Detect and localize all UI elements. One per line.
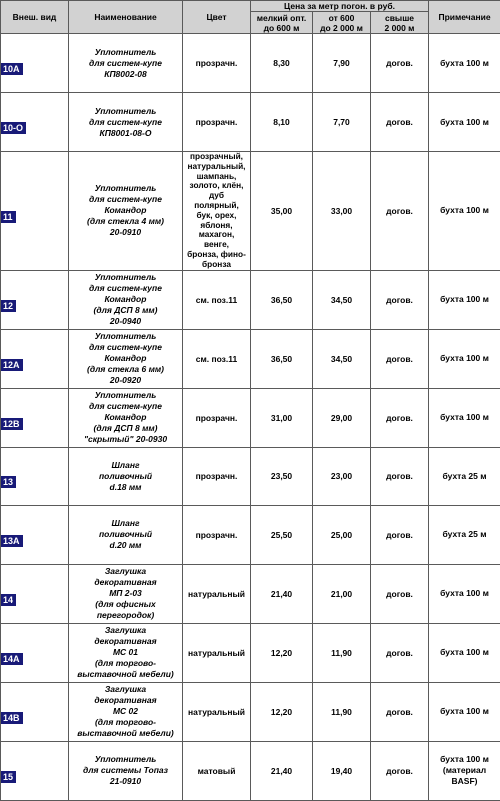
table-row xyxy=(1,152,500,271)
position-code: 12A xyxy=(1,359,23,371)
position-code: 14B xyxy=(1,712,23,724)
price-mid-wholesale: 25,00 xyxy=(313,505,371,564)
price-mid-wholesale: 11,90 xyxy=(313,623,371,682)
price-big-wholesale: догов. xyxy=(371,388,429,447)
table-row xyxy=(1,623,500,682)
price-big-wholesale: догов. xyxy=(371,270,429,329)
product-note: бухта 100 м (материал BASF) xyxy=(429,741,500,800)
price-mid-wholesale: 33,00 xyxy=(313,152,371,271)
product-note: бухта 100 м xyxy=(429,388,500,447)
position-code: 10A xyxy=(1,63,23,75)
table-row xyxy=(1,270,500,329)
product-image-cell xyxy=(1,682,69,741)
price-big-wholesale: догов. xyxy=(371,682,429,741)
position-code: 12 xyxy=(1,300,16,312)
price-big-wholesale: догов. xyxy=(371,623,429,682)
header-name: Наименование xyxy=(69,1,183,34)
product-note: бухта 100 м xyxy=(429,270,500,329)
product-image-cell xyxy=(1,564,69,623)
product-name: Заглушка декоративная МС 02 (для торгово- выставочной мебели) xyxy=(69,682,183,741)
position-code: 11 xyxy=(1,211,16,223)
price-small-wholesale: 8,30 xyxy=(251,34,313,93)
price-table-body xyxy=(1,34,500,801)
header-note: Примечание xyxy=(429,1,500,34)
product-note: бухта 25 м xyxy=(429,447,500,505)
price-mid-wholesale: 7,90 xyxy=(313,34,371,93)
product-image-cell xyxy=(1,741,69,800)
product-name: Шланг поливочный d.20 мм xyxy=(69,505,183,564)
price-big-wholesale: догов. xyxy=(371,93,429,152)
product-note: бухта 100 м xyxy=(429,152,500,271)
position-code: 15 xyxy=(1,771,16,783)
header-color: Цвет xyxy=(183,1,251,34)
header-price: Цена за метр погон. в руб. xyxy=(251,1,429,12)
product-note: бухта 100 м xyxy=(429,623,500,682)
price-small-wholesale: 31,00 xyxy=(251,388,313,447)
position-code: 14 xyxy=(1,594,16,606)
product-color: см. поз.11 xyxy=(183,329,251,388)
product-name: Заглушка декоративная МП 2-03 (для офисных перегородок) xyxy=(69,564,183,623)
product-image-cell xyxy=(1,388,69,447)
product-color: натуральный xyxy=(183,623,251,682)
product-image-cell xyxy=(1,329,69,388)
product-color: прозрачн. xyxy=(183,34,251,93)
price-big-wholesale: догов. xyxy=(371,447,429,505)
price-small-wholesale: 21,40 xyxy=(251,741,313,800)
product-color: матовый xyxy=(183,741,251,800)
price-small-wholesale: 8,10 xyxy=(251,93,313,152)
product-color: прозрачный, натуральный, шампань, золото, клён, дуб полярный, бук, орех, яблоня, махагон, венге, бронза, фино- бронза xyxy=(183,152,251,271)
price-mid-wholesale: 21,00 xyxy=(313,564,371,623)
table-row xyxy=(1,329,500,388)
table-row xyxy=(1,682,500,741)
price-mid-wholesale: 34,50 xyxy=(313,270,371,329)
price-mid-wholesale: 11,90 xyxy=(313,682,371,741)
product-name: Уплотнитель для систем-купе Командор (для ДСП 8 мм) "скрытый" 20-0930 xyxy=(69,388,183,447)
position-code: 13 xyxy=(1,476,16,488)
price-small-wholesale: 35,00 xyxy=(251,152,313,271)
product-name: Уплотнитель для систем-купе КП8001-08-О xyxy=(69,93,183,152)
header-view: Внеш. вид xyxy=(1,1,69,34)
product-name: Уплотнитель для систем-купе КП8002-08 xyxy=(69,34,183,93)
table-row xyxy=(1,505,500,564)
product-name: Уплотнитель для систем-купе Командор (для стекла 4 мм) 20-0910 xyxy=(69,152,183,271)
position-code: 14A xyxy=(1,653,23,665)
table-row xyxy=(1,741,500,800)
position-code: 12B xyxy=(1,418,23,430)
product-image-cell xyxy=(1,270,69,329)
product-image-cell xyxy=(1,152,69,271)
price-small-wholesale: 25,50 xyxy=(251,505,313,564)
product-name: Шланг поливочный d.18 мм xyxy=(69,447,183,505)
price-big-wholesale: догов. xyxy=(371,329,429,388)
price-small-wholesale: 36,50 xyxy=(251,329,313,388)
price-mid-wholesale: 29,00 xyxy=(313,388,371,447)
header-small-wholesale: мелкий опт. до 600 м xyxy=(251,12,313,34)
price-small-wholesale: 36,50 xyxy=(251,270,313,329)
product-image-cell xyxy=(1,623,69,682)
position-code: 13A xyxy=(1,535,23,547)
table-row xyxy=(1,447,500,505)
position-code: 10-O xyxy=(1,122,26,134)
table-row xyxy=(1,34,500,93)
product-note: бухта 100 м xyxy=(429,93,500,152)
product-color: прозрачн. xyxy=(183,505,251,564)
header-big-wholesale: свыше 2 000 м xyxy=(371,12,429,34)
product-image-cell xyxy=(1,34,69,93)
product-note: бухта 100 м xyxy=(429,329,500,388)
table-row xyxy=(1,564,500,623)
product-color: натуральный xyxy=(183,682,251,741)
product-note: бухта 100 м xyxy=(429,682,500,741)
price-small-wholesale: 12,20 xyxy=(251,623,313,682)
product-name: Уплотнитель для систем-купе Командор (для ДСП 8 мм) 20-0940 xyxy=(69,270,183,329)
price-big-wholesale: догов. xyxy=(371,152,429,271)
product-color: прозрачн. xyxy=(183,388,251,447)
product-color: натуральный xyxy=(183,564,251,623)
price-big-wholesale: догов. xyxy=(371,564,429,623)
table-row xyxy=(1,388,500,447)
price-big-wholesale: догов. xyxy=(371,34,429,93)
price-big-wholesale: догов. xyxy=(371,741,429,800)
product-name: Заглушка декоративная МС 01 (для торгово- выставочной мебели) xyxy=(69,623,183,682)
product-note: бухта 100 м xyxy=(429,564,500,623)
product-note: бухта 25 м xyxy=(429,505,500,564)
price-mid-wholesale: 34,50 xyxy=(313,329,371,388)
price-small-wholesale: 21,40 xyxy=(251,564,313,623)
product-color: прозрачн. xyxy=(183,93,251,152)
product-name: Уплотнитель для системы Топаз 21-0910 xyxy=(69,741,183,800)
price-mid-wholesale: 23,00 xyxy=(313,447,371,505)
price-small-wholesale: 12,20 xyxy=(251,682,313,741)
price-big-wholesale: догов. xyxy=(371,505,429,564)
product-image-cell xyxy=(1,447,69,505)
price-mid-wholesale: 19,40 xyxy=(313,741,371,800)
price-mid-wholesale: 7,70 xyxy=(313,93,371,152)
header-mid-wholesale: от 600 до 2 000 м xyxy=(313,12,371,34)
product-note: бухта 100 м xyxy=(429,34,500,93)
product-image-cell xyxy=(1,505,69,564)
product-name: Уплотнитель для систем-купе Командор (для стекла 6 мм) 20-0920 xyxy=(69,329,183,388)
price-small-wholesale: 23,50 xyxy=(251,447,313,505)
product-color: прозрачн. xyxy=(183,447,251,505)
product-color: см. поз.11 xyxy=(183,270,251,329)
table-row xyxy=(1,93,500,152)
product-image-cell xyxy=(1,93,69,152)
